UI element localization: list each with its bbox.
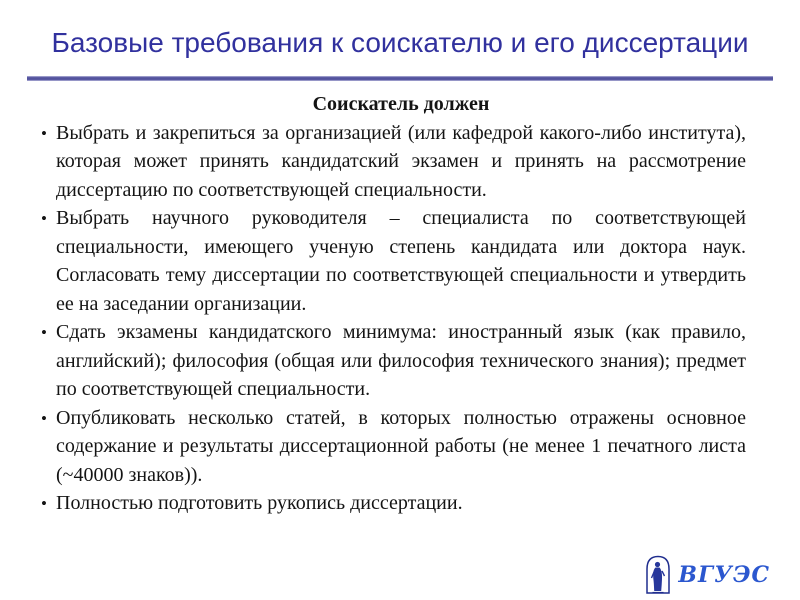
bullet-item: • Сдать экзамены кандидатского минимума: иностранный язык (как правило, английский); философия (общая или философия технического знания); предмет по соответствующей специальности. [56,318,746,404]
bullet-item: • Выбрать и закрепиться за организацией (или кафедрой какого-либо института), которая может принять кандидатский экзамен и принять на рассмотрение диссертацию по соответствующей специальности. [56,119,746,205]
slide-body [56,90,746,518]
statue-in-arch-icon [645,554,671,595]
subtitle: Соискатель должен [312,93,490,115]
logo-text: ВГУЭС [678,561,770,588]
vgues-logo [645,554,770,595]
bullet-item: • Выбрать научного руководителя – специалиста по соответствующей специальности, имеющего ученую степень кандидата или доктора наук. Согласовать тему диссертации по соответствующей специальности и утвердить ее на заседании организации. [56,204,746,318]
title-divider [27,76,773,81]
bullet-item: • Полностью подготовить рукопись диссертации. [56,489,746,518]
slide-title: Базовые требования к соискателю и его диссертации [51,27,749,58]
bullet-item: • Опубликовать несколько статей, в которых полностью отражены основное содержание и результаты диссертационной работы (не менее 1 печатного листа (~40000 знаков)). [56,404,746,490]
bullet-list [56,119,746,518]
